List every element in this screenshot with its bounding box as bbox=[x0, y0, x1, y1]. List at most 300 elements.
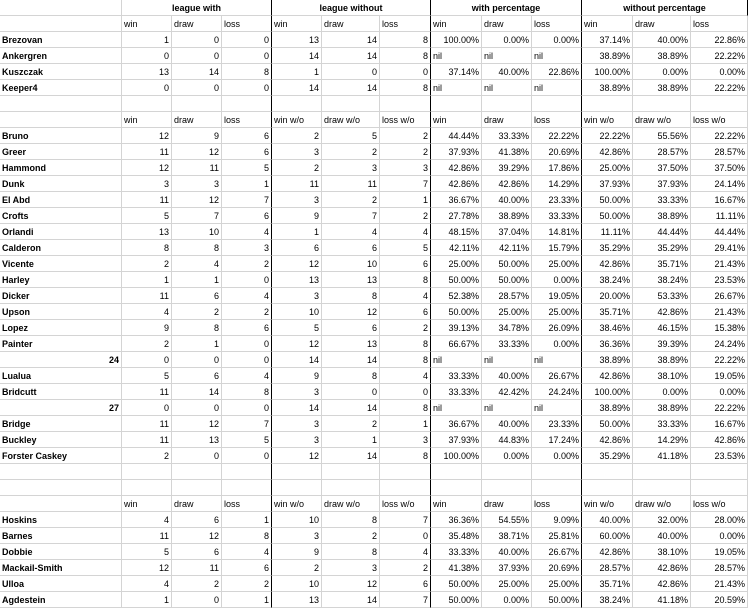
column-header[interactable]: loss bbox=[222, 16, 272, 32]
stat-cell[interactable]: 3 bbox=[272, 528, 322, 544]
stat-cell[interactable]: 2 bbox=[380, 208, 431, 224]
stat-cell[interactable]: 16.67% bbox=[691, 416, 748, 432]
player-name-cell[interactable]: Dunk bbox=[0, 176, 122, 192]
stat-cell[interactable]: 40.00% bbox=[482, 544, 532, 560]
stat-cell[interactable]: 42.42% bbox=[482, 384, 532, 400]
stat-cell[interactable]: 37.93% bbox=[633, 176, 691, 192]
stat-cell[interactable]: 25.00% bbox=[582, 160, 633, 176]
stat-cell[interactable]: 14 bbox=[322, 400, 380, 416]
column-header[interactable] bbox=[0, 112, 122, 128]
stat-cell[interactable]: 1 bbox=[322, 432, 380, 448]
player-name-cell[interactable]: Crofts bbox=[0, 208, 122, 224]
stat-cell[interactable]: 50.00% bbox=[482, 272, 532, 288]
stat-cell[interactable]: 44.44% bbox=[633, 224, 691, 240]
stat-cell[interactable]: 8 bbox=[222, 384, 272, 400]
stat-cell[interactable]: 6 bbox=[172, 368, 222, 384]
stat-cell[interactable]: 3 bbox=[272, 384, 322, 400]
stat-cell[interactable]: 0 bbox=[322, 384, 380, 400]
stat-cell[interactable]: nil bbox=[482, 80, 532, 96]
player-name-cell[interactable]: Dicker bbox=[0, 288, 122, 304]
stat-cell[interactable]: 3 bbox=[380, 432, 431, 448]
stat-cell[interactable]: 1 bbox=[380, 416, 431, 432]
stat-cell[interactable]: 12 bbox=[322, 304, 380, 320]
stat-cell[interactable]: 35.71% bbox=[633, 256, 691, 272]
stat-cell[interactable]: 38.89% bbox=[482, 208, 532, 224]
stat-cell[interactable]: 0.00% bbox=[691, 384, 748, 400]
stat-cell[interactable]: 42.86% bbox=[582, 256, 633, 272]
empty-cell[interactable] bbox=[122, 96, 172, 112]
empty-cell[interactable] bbox=[582, 464, 633, 480]
stat-cell[interactable]: 9 bbox=[122, 320, 172, 336]
stat-cell[interactable]: 9 bbox=[272, 208, 322, 224]
stat-cell[interactable]: 38.10% bbox=[633, 368, 691, 384]
stat-cell[interactable]: 44.44% bbox=[431, 128, 482, 144]
empty-cell[interactable] bbox=[532, 480, 582, 496]
column-header[interactable]: win w/o bbox=[582, 496, 633, 512]
stat-cell[interactable]: 28.57% bbox=[482, 288, 532, 304]
stat-cell[interactable]: 23.53% bbox=[691, 448, 748, 464]
stat-cell[interactable]: 0.00% bbox=[482, 32, 532, 48]
stat-cell[interactable]: 0 bbox=[322, 64, 380, 80]
empty-cell[interactable] bbox=[482, 464, 532, 480]
stat-cell[interactable]: 0.00% bbox=[532, 272, 582, 288]
column-header[interactable]: draw w/o bbox=[633, 112, 691, 128]
stat-cell[interactable]: 6 bbox=[380, 304, 431, 320]
stat-cell[interactable]: 42.86% bbox=[482, 176, 532, 192]
stat-cell[interactable]: 2 bbox=[222, 576, 272, 592]
stat-cell[interactable]: 41.18% bbox=[633, 592, 691, 608]
player-name-cell[interactable]: Calderon bbox=[0, 240, 122, 256]
stat-cell[interactable]: 4 bbox=[322, 224, 380, 240]
stat-cell[interactable]: 41.18% bbox=[633, 448, 691, 464]
stat-cell[interactable]: 3 bbox=[272, 416, 322, 432]
stat-cell[interactable]: 24.24% bbox=[532, 384, 582, 400]
stat-cell[interactable]: 11 bbox=[122, 528, 172, 544]
column-header[interactable]: win bbox=[431, 112, 482, 128]
empty-cell[interactable] bbox=[691, 480, 748, 496]
stat-cell[interactable]: 19.05% bbox=[532, 288, 582, 304]
player-name-cell[interactable]: Bruno bbox=[0, 128, 122, 144]
stat-cell[interactable]: 8 bbox=[322, 544, 380, 560]
column-header[interactable]: draw w/o bbox=[322, 496, 380, 512]
stat-cell[interactable]: 32.00% bbox=[633, 512, 691, 528]
column-header[interactable]: loss w/o bbox=[380, 496, 431, 512]
stat-cell[interactable]: 22.22% bbox=[691, 128, 748, 144]
empty-cell[interactable] bbox=[322, 480, 380, 496]
stat-cell[interactable]: 3 bbox=[222, 240, 272, 256]
player-name-cell[interactable]: Hammond bbox=[0, 160, 122, 176]
stat-cell[interactable]: 14 bbox=[322, 352, 380, 368]
stat-cell[interactable]: 0.00% bbox=[532, 32, 582, 48]
stat-cell[interactable]: 12 bbox=[322, 576, 380, 592]
stat-cell[interactable]: 20.69% bbox=[532, 144, 582, 160]
player-name-cell[interactable]: Buckley bbox=[0, 432, 122, 448]
stat-cell[interactable]: 0.00% bbox=[633, 64, 691, 80]
stat-cell[interactable]: 5 bbox=[122, 544, 172, 560]
player-name-cell[interactable]: 27 bbox=[0, 400, 122, 416]
stat-cell[interactable]: 0.00% bbox=[691, 64, 748, 80]
stat-cell[interactable]: 8 bbox=[322, 288, 380, 304]
stat-cell[interactable]: 27.78% bbox=[431, 208, 482, 224]
stat-cell[interactable]: 6 bbox=[172, 544, 222, 560]
stat-cell[interactable]: 25.00% bbox=[532, 576, 582, 592]
stat-cell[interactable]: nil bbox=[532, 48, 582, 64]
stat-cell[interactable]: 0 bbox=[172, 400, 222, 416]
player-name-cell[interactable]: Bridcutt bbox=[0, 384, 122, 400]
stat-cell[interactable]: 14 bbox=[272, 400, 322, 416]
empty-cell[interactable] bbox=[691, 96, 748, 112]
stat-cell[interactable]: 0 bbox=[222, 400, 272, 416]
empty-cell[interactable] bbox=[380, 480, 431, 496]
stat-cell[interactable]: 44.44% bbox=[691, 224, 748, 240]
stat-cell[interactable]: 38.71% bbox=[482, 528, 532, 544]
column-header[interactable]: win bbox=[431, 16, 482, 32]
stat-cell[interactable]: 35.29% bbox=[582, 448, 633, 464]
stat-cell[interactable]: 42.86% bbox=[691, 432, 748, 448]
stat-cell[interactable]: 17.24% bbox=[532, 432, 582, 448]
stat-cell[interactable]: 0.00% bbox=[691, 528, 748, 544]
stat-cell[interactable]: 8 bbox=[222, 528, 272, 544]
column-header[interactable]: loss w/o bbox=[380, 112, 431, 128]
stat-cell[interactable]: 6 bbox=[272, 240, 322, 256]
stat-cell[interactable]: 0.00% bbox=[532, 336, 582, 352]
stat-cell[interactable]: 9 bbox=[272, 368, 322, 384]
column-header[interactable]: win bbox=[582, 16, 633, 32]
stat-cell[interactable]: 36.36% bbox=[582, 336, 633, 352]
player-name-cell[interactable]: Hoskins bbox=[0, 512, 122, 528]
stat-cell[interactable]: 11 bbox=[122, 288, 172, 304]
stat-cell[interactable]: 2 bbox=[380, 560, 431, 576]
stat-cell[interactable]: 5 bbox=[122, 368, 172, 384]
column-header[interactable]: loss w/o bbox=[691, 496, 748, 512]
stat-cell[interactable]: 0.00% bbox=[532, 448, 582, 464]
stat-cell[interactable]: 14 bbox=[272, 48, 322, 64]
stat-cell[interactable]: 40.00% bbox=[482, 368, 532, 384]
stat-cell[interactable]: 100.00% bbox=[431, 448, 482, 464]
stat-cell[interactable]: 0 bbox=[380, 384, 431, 400]
stat-cell[interactable]: 33.33% bbox=[482, 128, 532, 144]
stat-cell[interactable]: 35.29% bbox=[582, 240, 633, 256]
stat-cell[interactable]: 0 bbox=[172, 592, 222, 608]
stat-cell[interactable]: 33.33% bbox=[532, 208, 582, 224]
column-header[interactable]: draw bbox=[482, 496, 532, 512]
stat-cell[interactable]: 13 bbox=[272, 32, 322, 48]
stat-cell[interactable]: 10 bbox=[172, 224, 222, 240]
empty-cell[interactable] bbox=[633, 96, 691, 112]
stat-cell[interactable]: 35.29% bbox=[633, 240, 691, 256]
stat-cell[interactable]: 50.00% bbox=[431, 272, 482, 288]
stat-cell[interactable]: 3 bbox=[122, 176, 172, 192]
stat-cell[interactable]: 12 bbox=[122, 560, 172, 576]
stat-cell[interactable]: 6 bbox=[222, 128, 272, 144]
stat-cell[interactable]: 3 bbox=[172, 176, 222, 192]
player-name-cell[interactable]: Kuszczak bbox=[0, 64, 122, 80]
stat-cell[interactable]: 4 bbox=[222, 224, 272, 240]
stat-cell[interactable]: 11 bbox=[122, 192, 172, 208]
stat-cell[interactable]: 7 bbox=[380, 592, 431, 608]
stat-cell[interactable]: 26.67% bbox=[532, 368, 582, 384]
column-header[interactable]: loss bbox=[380, 16, 431, 32]
stat-cell[interactable]: 9 bbox=[172, 128, 222, 144]
player-name-cell[interactable]: Orlandi bbox=[0, 224, 122, 240]
player-name-cell[interactable]: Agdestein bbox=[0, 592, 122, 608]
stat-cell[interactable]: 10 bbox=[272, 304, 322, 320]
empty-cell[interactable] bbox=[633, 464, 691, 480]
stat-cell[interactable]: 1 bbox=[122, 32, 172, 48]
stat-cell[interactable]: 38.89% bbox=[633, 352, 691, 368]
stat-cell[interactable]: 0 bbox=[222, 272, 272, 288]
player-name-cell[interactable]: Lualua bbox=[0, 368, 122, 384]
stat-cell[interactable]: 40.00% bbox=[482, 64, 532, 80]
stat-cell[interactable]: 21.43% bbox=[691, 304, 748, 320]
stat-cell[interactable]: 42.86% bbox=[582, 544, 633, 560]
stat-cell[interactable]: 40.00% bbox=[482, 416, 532, 432]
stat-cell[interactable]: 22.22% bbox=[691, 80, 748, 96]
player-name-cell[interactable]: Forster Caskey bbox=[0, 448, 122, 464]
stat-cell[interactable]: nil bbox=[431, 352, 482, 368]
stat-cell[interactable]: 100.00% bbox=[582, 64, 633, 80]
stat-cell[interactable]: 42.86% bbox=[582, 432, 633, 448]
stat-cell[interactable]: 8 bbox=[380, 448, 431, 464]
stat-cell[interactable]: 5 bbox=[222, 160, 272, 176]
column-header[interactable]: draw bbox=[633, 16, 691, 32]
empty-cell[interactable] bbox=[582, 480, 633, 496]
stat-cell[interactable]: 42.86% bbox=[633, 560, 691, 576]
empty-cell[interactable] bbox=[532, 464, 582, 480]
stat-cell[interactable]: 2 bbox=[380, 320, 431, 336]
stat-cell[interactable]: 22.22% bbox=[691, 400, 748, 416]
stat-cell[interactable]: 38.89% bbox=[633, 400, 691, 416]
column-header[interactable]: draw bbox=[482, 16, 532, 32]
stat-cell[interactable]: 22.22% bbox=[532, 128, 582, 144]
stat-cell[interactable]: 0 bbox=[380, 528, 431, 544]
stat-cell[interactable]: 20.69% bbox=[532, 560, 582, 576]
stat-cell[interactable]: nil bbox=[532, 80, 582, 96]
stat-cell[interactable]: 14 bbox=[172, 384, 222, 400]
stat-cell[interactable]: 0 bbox=[222, 336, 272, 352]
column-header[interactable]: loss bbox=[532, 112, 582, 128]
stat-cell[interactable]: 33.33% bbox=[633, 192, 691, 208]
stat-cell[interactable]: 12 bbox=[272, 448, 322, 464]
empty-cell[interactable] bbox=[172, 480, 222, 496]
stat-cell[interactable]: 12 bbox=[272, 256, 322, 272]
stat-cell[interactable]: 22.22% bbox=[691, 352, 748, 368]
stat-cell[interactable]: 2 bbox=[172, 576, 222, 592]
empty-cell[interactable] bbox=[172, 464, 222, 480]
empty-cell[interactable] bbox=[431, 480, 482, 496]
column-header[interactable]: loss w/o bbox=[691, 112, 748, 128]
empty-cell[interactable] bbox=[0, 480, 122, 496]
stat-cell[interactable]: 55.56% bbox=[633, 128, 691, 144]
stat-cell[interactable]: 25.00% bbox=[431, 256, 482, 272]
stat-cell[interactable]: 35.48% bbox=[431, 528, 482, 544]
stat-cell[interactable]: 10 bbox=[322, 256, 380, 272]
stat-cell[interactable]: 42.86% bbox=[582, 368, 633, 384]
stat-cell[interactable]: 0 bbox=[172, 80, 222, 96]
stat-cell[interactable]: 2 bbox=[222, 304, 272, 320]
stat-cell[interactable]: 38.24% bbox=[582, 592, 633, 608]
stat-cell[interactable]: 2 bbox=[272, 128, 322, 144]
stat-cell[interactable]: 37.93% bbox=[482, 560, 532, 576]
stat-cell[interactable]: 50.00% bbox=[431, 304, 482, 320]
stat-cell[interactable]: 9.09% bbox=[532, 512, 582, 528]
stat-cell[interactable]: 40.00% bbox=[633, 32, 691, 48]
stat-cell[interactable]: 2 bbox=[122, 448, 172, 464]
stat-cell[interactable]: 42.11% bbox=[482, 240, 532, 256]
stat-cell[interactable]: 21.43% bbox=[691, 576, 748, 592]
empty-cell[interactable] bbox=[222, 96, 272, 112]
stat-cell[interactable]: 22.86% bbox=[691, 32, 748, 48]
empty-cell[interactable] bbox=[482, 480, 532, 496]
player-name-cell[interactable]: Greer bbox=[0, 144, 122, 160]
stat-cell[interactable]: 11.11% bbox=[582, 224, 633, 240]
stat-cell[interactable]: 8 bbox=[380, 80, 431, 96]
empty-cell[interactable] bbox=[380, 96, 431, 112]
stat-cell[interactable]: 4 bbox=[380, 368, 431, 384]
stat-cell[interactable]: 12 bbox=[172, 144, 222, 160]
stat-cell[interactable]: 23.33% bbox=[532, 192, 582, 208]
stat-cell[interactable]: 4 bbox=[122, 576, 172, 592]
stat-cell[interactable]: 33.33% bbox=[633, 416, 691, 432]
stat-cell[interactable]: 5 bbox=[272, 320, 322, 336]
stat-cell[interactable]: 10 bbox=[272, 512, 322, 528]
stat-cell[interactable]: 38.10% bbox=[633, 544, 691, 560]
stat-cell[interactable]: nil bbox=[532, 400, 582, 416]
column-header[interactable]: win w/o bbox=[272, 496, 322, 512]
stat-cell[interactable]: 8 bbox=[380, 336, 431, 352]
stat-cell[interactable]: 0 bbox=[122, 400, 172, 416]
column-header[interactable]: win bbox=[122, 496, 172, 512]
stat-cell[interactable]: 1 bbox=[272, 224, 322, 240]
stat-cell[interactable]: 50.00% bbox=[431, 576, 482, 592]
stat-cell[interactable]: 6 bbox=[322, 240, 380, 256]
stat-cell[interactable]: 13 bbox=[322, 336, 380, 352]
column-header[interactable]: win w/o bbox=[272, 112, 322, 128]
stat-cell[interactable]: 0 bbox=[172, 352, 222, 368]
stat-cell[interactable]: 7 bbox=[222, 192, 272, 208]
stat-cell[interactable]: 25.00% bbox=[482, 576, 532, 592]
stat-cell[interactable]: 3 bbox=[272, 192, 322, 208]
stat-cell[interactable]: 3 bbox=[380, 160, 431, 176]
stat-cell[interactable]: 38.89% bbox=[633, 48, 691, 64]
column-header[interactable]: win w/o bbox=[582, 112, 633, 128]
stat-cell[interactable]: 50.00% bbox=[532, 592, 582, 608]
player-name-cell[interactable]: Painter bbox=[0, 336, 122, 352]
column-header[interactable]: loss bbox=[222, 496, 272, 512]
stat-cell[interactable]: 7 bbox=[322, 208, 380, 224]
stat-cell[interactable]: 38.89% bbox=[582, 80, 633, 96]
column-header[interactable]: win bbox=[272, 16, 322, 32]
stat-cell[interactable]: 13 bbox=[122, 64, 172, 80]
stat-cell[interactable]: 19.05% bbox=[691, 368, 748, 384]
stat-cell[interactable]: 40.00% bbox=[582, 512, 633, 528]
stat-cell[interactable]: 35.71% bbox=[582, 576, 633, 592]
stat-cell[interactable]: 38.89% bbox=[633, 80, 691, 96]
stat-cell[interactable]: 37.14% bbox=[431, 64, 482, 80]
stat-cell[interactable]: 13 bbox=[272, 592, 322, 608]
stat-cell[interactable]: 13 bbox=[172, 432, 222, 448]
player-name-cell[interactable]: Bridge bbox=[0, 416, 122, 432]
stat-cell[interactable]: 53.33% bbox=[633, 288, 691, 304]
stat-cell[interactable]: 3 bbox=[272, 144, 322, 160]
stat-cell[interactable]: 8 bbox=[222, 64, 272, 80]
stat-cell[interactable]: 6 bbox=[380, 576, 431, 592]
stat-cell[interactable]: 36.36% bbox=[431, 512, 482, 528]
column-header[interactable]: draw bbox=[322, 16, 380, 32]
stat-cell[interactable]: 37.50% bbox=[691, 160, 748, 176]
stat-cell[interactable]: 14 bbox=[322, 80, 380, 96]
stat-cell[interactable]: 0 bbox=[172, 48, 222, 64]
stat-cell[interactable]: 21.43% bbox=[691, 256, 748, 272]
column-header[interactable]: draw bbox=[482, 112, 532, 128]
stat-cell[interactable]: nil bbox=[431, 80, 482, 96]
stat-cell[interactable]: 23.33% bbox=[532, 416, 582, 432]
stat-cell[interactable]: 1 bbox=[172, 336, 222, 352]
stat-cell[interactable]: 8 bbox=[322, 512, 380, 528]
stat-cell[interactable]: 11.11% bbox=[691, 208, 748, 224]
stat-cell[interactable]: 4 bbox=[122, 512, 172, 528]
stat-cell[interactable]: 7 bbox=[380, 512, 431, 528]
stat-cell[interactable]: 11 bbox=[122, 432, 172, 448]
column-header[interactable]: draw w/o bbox=[322, 112, 380, 128]
player-name-cell[interactable]: Upson bbox=[0, 304, 122, 320]
stat-cell[interactable]: 24.14% bbox=[691, 176, 748, 192]
stat-cell[interactable]: 37.50% bbox=[633, 160, 691, 176]
stat-cell[interactable]: 39.39% bbox=[633, 336, 691, 352]
stat-cell[interactable]: 4 bbox=[122, 304, 172, 320]
stat-cell[interactable]: 3 bbox=[322, 560, 380, 576]
player-name-cell[interactable]: Vicente bbox=[0, 256, 122, 272]
empty-cell[interactable] bbox=[380, 464, 431, 480]
empty-cell[interactable] bbox=[122, 464, 172, 480]
stat-cell[interactable]: 8 bbox=[172, 320, 222, 336]
stat-cell[interactable]: 4 bbox=[222, 368, 272, 384]
stat-cell[interactable]: 0 bbox=[222, 48, 272, 64]
empty-cell[interactable] bbox=[582, 96, 633, 112]
empty-cell[interactable] bbox=[482, 96, 532, 112]
stat-cell[interactable]: 28.57% bbox=[633, 144, 691, 160]
column-header[interactable]: win bbox=[431, 496, 482, 512]
stat-cell[interactable]: 2 bbox=[122, 336, 172, 352]
stat-cell[interactable]: 8 bbox=[380, 48, 431, 64]
column-header[interactable] bbox=[0, 16, 122, 32]
empty-cell[interactable] bbox=[272, 464, 322, 480]
column-header[interactable] bbox=[0, 496, 122, 512]
stat-cell[interactable]: 38.24% bbox=[633, 272, 691, 288]
stat-cell[interactable]: 0 bbox=[222, 352, 272, 368]
column-header[interactable]: win bbox=[122, 112, 172, 128]
stat-cell[interactable]: 8 bbox=[380, 400, 431, 416]
stat-cell[interactable]: 2 bbox=[272, 560, 322, 576]
stat-cell[interactable]: 25.81% bbox=[532, 528, 582, 544]
stat-cell[interactable]: nil bbox=[431, 400, 482, 416]
empty-cell[interactable] bbox=[431, 464, 482, 480]
stat-cell[interactable]: 2 bbox=[322, 144, 380, 160]
stat-cell[interactable]: 52.38% bbox=[431, 288, 482, 304]
stat-cell[interactable]: 5 bbox=[380, 240, 431, 256]
column-header[interactable]: loss bbox=[222, 112, 272, 128]
stat-cell[interactable]: 50.00% bbox=[482, 256, 532, 272]
stat-cell[interactable]: 12 bbox=[272, 336, 322, 352]
stat-cell[interactable]: 1 bbox=[222, 512, 272, 528]
stat-cell[interactable]: 5 bbox=[222, 432, 272, 448]
stat-cell[interactable]: 33.33% bbox=[482, 336, 532, 352]
stat-cell[interactable]: 10 bbox=[272, 576, 322, 592]
stat-cell[interactable]: 26.67% bbox=[691, 288, 748, 304]
stat-cell[interactable]: 25.00% bbox=[482, 304, 532, 320]
player-name-cell[interactable]: Ankergren bbox=[0, 48, 122, 64]
stat-cell[interactable]: 4 bbox=[380, 224, 431, 240]
